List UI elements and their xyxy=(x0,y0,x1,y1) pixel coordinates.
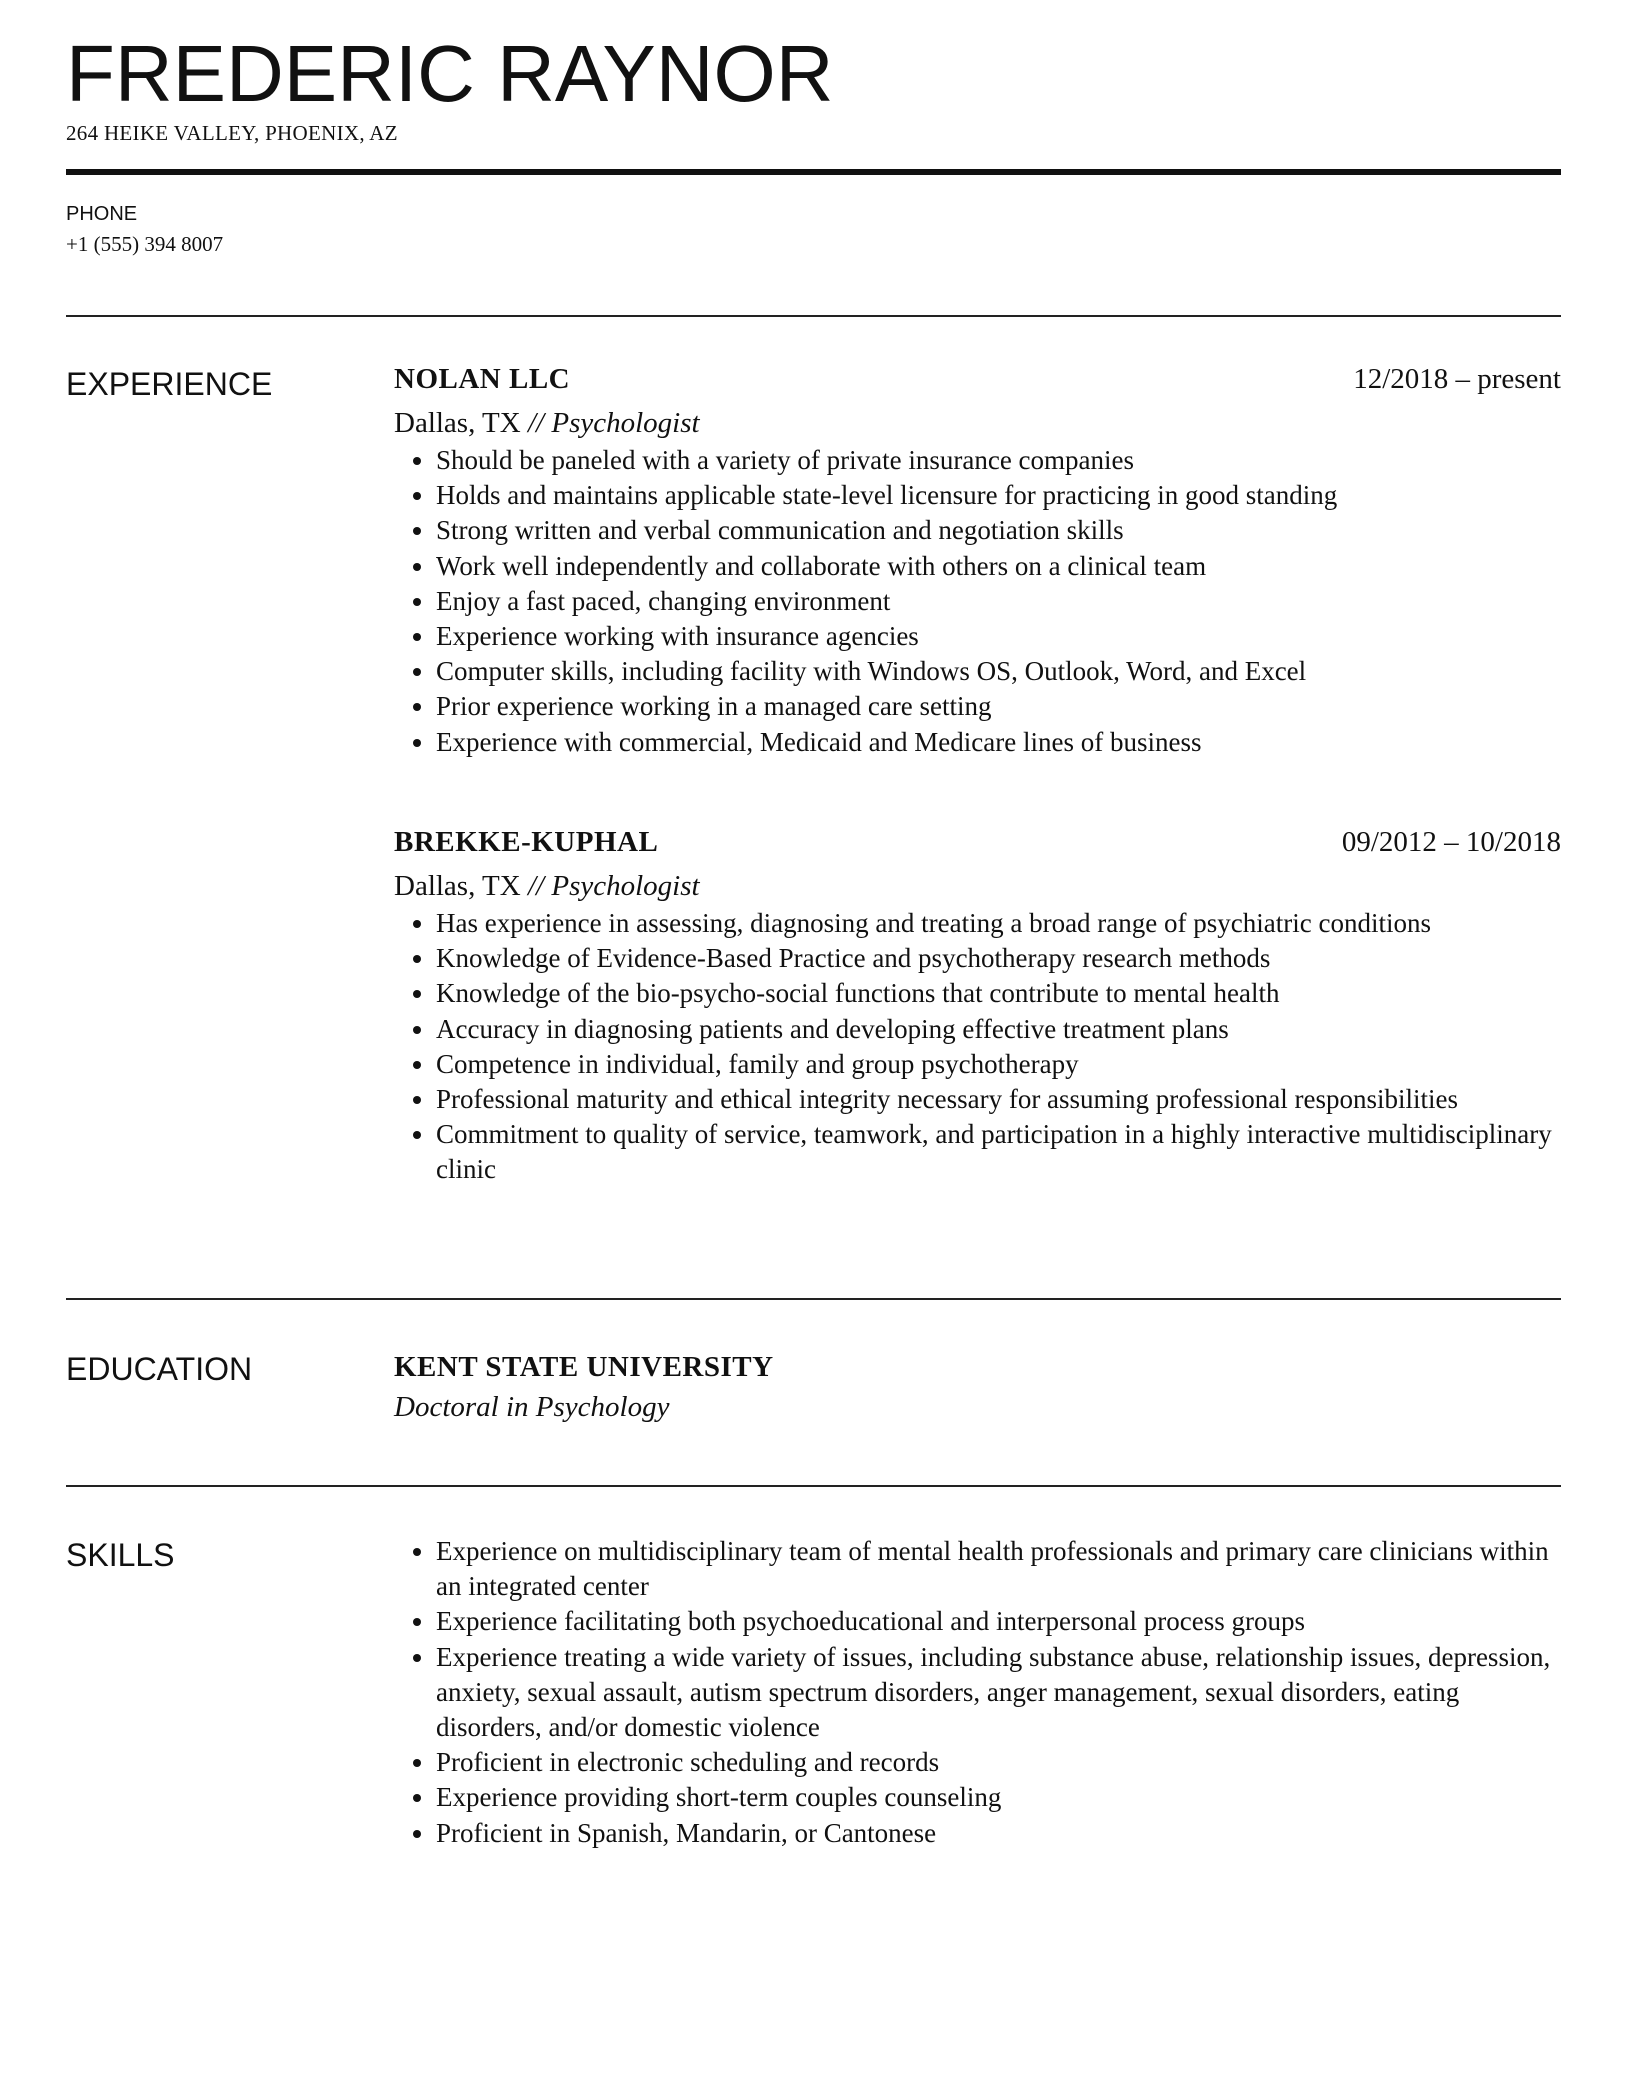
phone-label: PHONE xyxy=(66,203,138,225)
job-role: Psychologist xyxy=(551,407,700,439)
job-duties xyxy=(394,906,1561,1188)
list-item: • Enjoy a fast paced, changing environment xyxy=(436,584,1561,619)
education-entry xyxy=(394,1347,774,1427)
header-divider xyxy=(66,169,1561,175)
list-item: • Proficient in electronic scheduling and records xyxy=(436,1745,1561,1780)
list-item: • Has experience in assessing, diagnosing and treating a broad range of psychiatric conditions xyxy=(436,906,1561,941)
job-dates: 12/2018 – present xyxy=(1353,363,1561,395)
job-entry xyxy=(394,826,1561,1188)
list-item: • Holds and maintains applicable state-level licensure for practicing in good standing xyxy=(436,478,1561,513)
list-item: • Accuracy in diagnosing patients and developing effective treatment plans xyxy=(436,1012,1561,1047)
list-item: • Proficient in Spanish, Mandarin, or Cantonese xyxy=(436,1816,1561,1851)
job-location: Dallas, TX xyxy=(394,407,521,439)
list-item: • Experience working with insurance agencies xyxy=(436,619,1561,654)
list-item: • Prior experience working in a managed care setting xyxy=(436,689,1561,724)
school-name: KENT STATE UNIVERSITY xyxy=(394,1351,774,1383)
separator: // xyxy=(520,870,552,902)
list-item: • Experience facilitating both psychoeducational and interpersonal process groups xyxy=(436,1604,1561,1639)
list-item: • Experience treating a wide variety of issues, including substance abuse, relationship issues, depression, anxiety, sexual assault, autism spectrum disorders, anger management, sexual disorders, eating disorders, and/or domestic violence xyxy=(436,1640,1561,1746)
skills-section-title: SKILLS xyxy=(66,1537,175,1573)
section-divider xyxy=(66,1485,1561,1487)
company-name: BREKKE-KUPHAL xyxy=(394,826,659,858)
skills-list xyxy=(394,1534,1561,1851)
job-location-role xyxy=(394,403,1561,443)
list-item: • Computer skills, including facility with Windows OS, Outlook, Word, and Excel xyxy=(436,654,1561,689)
list-item: • Knowledge of the bio-psycho-social functions that contribute to mental health xyxy=(436,976,1561,1011)
skills-list-container xyxy=(394,1534,1561,1851)
job-location-role xyxy=(394,866,1561,906)
job-header xyxy=(394,363,1561,403)
phone-number: +1 (555) 394 8007 xyxy=(66,232,224,256)
list-item: • Work well independently and collaborate with others on a clinical team xyxy=(436,549,1561,584)
list-item: • Knowledge of Evidence-Based Practice and psychotherapy research methods xyxy=(436,941,1561,976)
list-item: • Competence in individual, family and group psychotherapy xyxy=(436,1047,1561,1082)
list-item: • Strong written and verbal communication and negotiation skills xyxy=(436,513,1561,548)
separator: // xyxy=(520,407,552,439)
list-item: • Professional maturity and ethical integrity necessary for assuming professional responsibilities xyxy=(436,1082,1561,1117)
list-item: • Experience providing short-term couples counseling xyxy=(436,1780,1561,1815)
job-duties xyxy=(394,443,1561,760)
section-divider xyxy=(66,315,1561,317)
candidate-name: FREDERIC RAYNOR xyxy=(66,29,834,118)
experience-section-title: EXPERIENCE xyxy=(66,366,273,402)
company-name: NOLAN LLC xyxy=(394,363,571,395)
job-role: Psychologist xyxy=(551,870,700,902)
education-section-title: EDUCATION xyxy=(66,1351,253,1387)
job-header xyxy=(394,826,1561,866)
section-divider xyxy=(66,1298,1561,1300)
list-item: • Commitment to quality of service, teamwork, and participation in a highly interactive multidisciplinary clinic xyxy=(436,1117,1561,1187)
job-entry xyxy=(394,363,1561,760)
list-item: • Experience on multidisciplinary team of mental health professionals and primary care clinicians within an integrated center xyxy=(436,1534,1561,1604)
address: 264 HEIKE VALLEY, PHOENIX, AZ xyxy=(66,121,398,145)
list-item: • Should be paneled with a variety of private insurance companies xyxy=(436,443,1561,478)
job-dates: 09/2012 – 10/2018 xyxy=(1341,826,1561,858)
degree: Doctoral in Psychology xyxy=(394,1391,670,1423)
list-item: • Experience with commercial, Medicaid and Medicare lines of business xyxy=(436,725,1561,760)
job-location: Dallas, TX xyxy=(394,870,521,902)
